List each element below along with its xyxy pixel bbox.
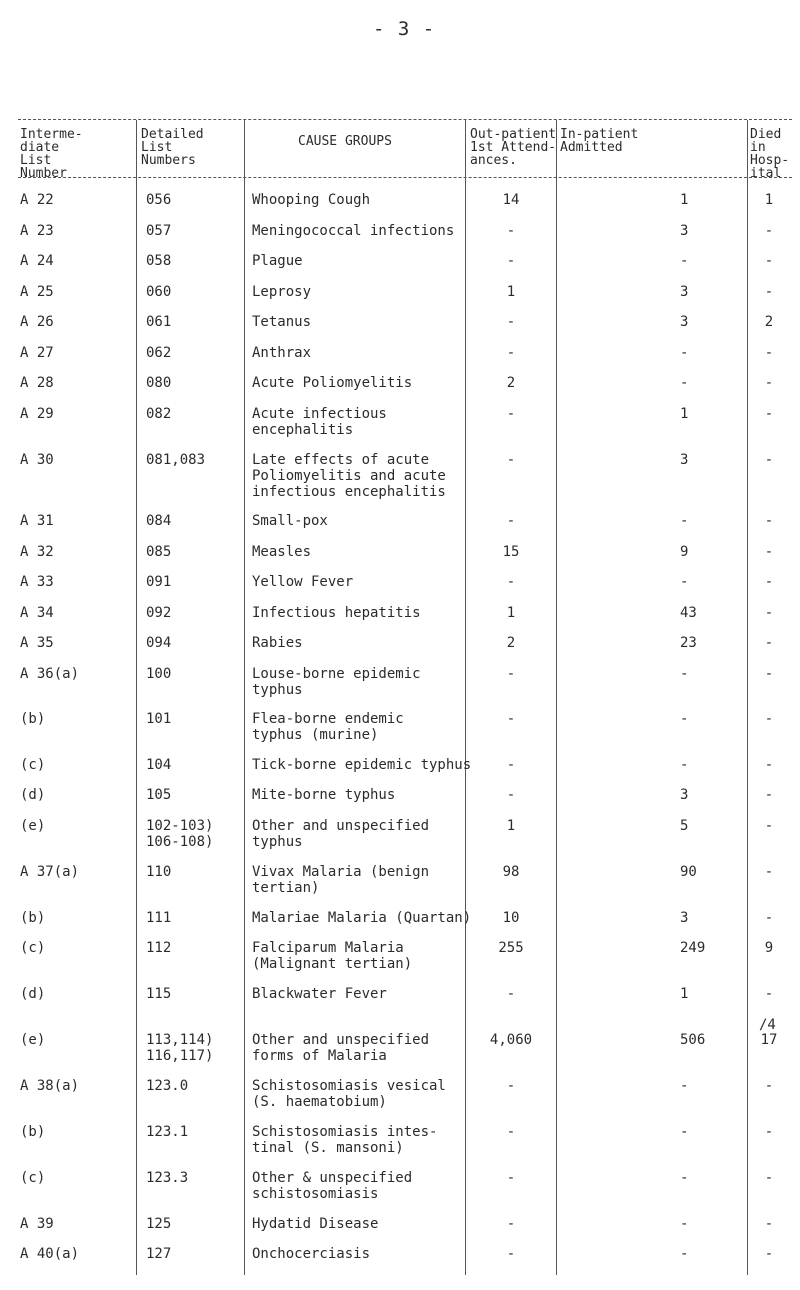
intermediate-number: A 31 xyxy=(20,513,54,529)
intermediate-number: A 34 xyxy=(20,605,54,621)
died-count: - xyxy=(764,666,774,682)
detailed-number: 123.0 xyxy=(146,1078,189,1094)
inpatient-count: - xyxy=(680,711,689,727)
died-count: - xyxy=(764,375,774,391)
header-cause-groups: CAUSE GROUPS xyxy=(298,134,392,149)
died-count: - xyxy=(764,513,774,529)
detailed-number: 105 xyxy=(146,787,172,803)
detailed-number: 125 xyxy=(146,1216,172,1232)
inpatient-count: 90 xyxy=(680,864,697,880)
died-count: - xyxy=(764,1170,774,1186)
cause-group: Louse-borne epidemic typhus xyxy=(252,666,421,698)
cause-group: Other & unspecified schistosomiasis xyxy=(252,1170,413,1202)
intermediate-number: A 25 xyxy=(20,284,54,300)
died-count: - xyxy=(764,635,774,651)
cause-group: Vivax Malaria (benign tertian) xyxy=(252,864,430,896)
outpatient-count: - xyxy=(506,513,516,529)
died-count: 1 xyxy=(764,192,774,208)
cause-group: Hydatid Disease xyxy=(252,1216,379,1232)
intermediate-number: A 30 xyxy=(20,452,54,468)
inpatient-count: 1 xyxy=(680,986,689,1002)
cause-group: Plague xyxy=(252,253,303,269)
inpatient-count: 3 xyxy=(680,787,689,803)
outpatient-count: 10 xyxy=(502,910,520,926)
intermediate-number: A 29 xyxy=(20,406,54,422)
cause-group: Flea-borne endemic typhus (murine) xyxy=(252,711,404,743)
intermediate-number: A 23 xyxy=(20,223,54,239)
cause-group: Acute Poliomyelitis xyxy=(252,375,413,391)
detailed-number: 100 xyxy=(146,666,172,682)
died-count: - xyxy=(764,1124,774,1140)
intermediate-number: (c) xyxy=(20,757,46,773)
detailed-number: 057 xyxy=(146,223,172,239)
died-count: - xyxy=(764,253,774,269)
continuation-mark: /4 xyxy=(759,1017,776,1033)
detailed-number: 113,114) 116,117) xyxy=(146,1032,214,1064)
column-divider xyxy=(136,120,137,1275)
detailed-number: 058 xyxy=(146,253,172,269)
inpatient-count: 9 xyxy=(680,544,689,560)
intermediate-number: (b) xyxy=(20,910,46,926)
header-died-in-hospital: Died in Hosp- ital xyxy=(750,127,790,181)
cause-group: Infectious hepatitis xyxy=(252,605,421,621)
inpatient-count: - xyxy=(680,1216,689,1232)
cause-group: Schistosomiasis intes- tinal (S. mansoni) xyxy=(252,1124,438,1156)
intermediate-number: A 35 xyxy=(20,635,54,651)
died-count: 2 xyxy=(764,314,774,330)
intermediate-number: A 24 xyxy=(20,253,54,269)
outpatient-count: 15 xyxy=(502,544,520,560)
detailed-number: 056 xyxy=(146,192,172,208)
died-count: - xyxy=(764,406,774,422)
inpatient-count: 1 xyxy=(680,192,689,208)
intermediate-number: A 38(a) xyxy=(20,1078,80,1094)
inpatient-count: - xyxy=(680,574,689,590)
inpatient-count: - xyxy=(680,1170,689,1186)
header-top-rule xyxy=(18,119,792,120)
inpatient-count: 3 xyxy=(680,284,689,300)
intermediate-number: (b) xyxy=(20,1124,46,1140)
cause-group: Acute infectious encephalitis xyxy=(252,406,387,438)
cause-group: Schistosomiasis vesical (S. haematobium) xyxy=(252,1078,446,1110)
detailed-number: 127 xyxy=(146,1246,172,1262)
cause-group: Small-pox xyxy=(252,513,328,529)
cause-group: Falciparum Malaria (Malignant tertian) xyxy=(252,940,413,972)
intermediate-number: (e) xyxy=(20,1032,46,1048)
detailed-number: 102-103) 106-108) xyxy=(146,818,214,850)
intermediate-number: (c) xyxy=(20,1170,46,1186)
detailed-number: 081,083 xyxy=(146,452,206,468)
column-divider xyxy=(465,120,466,1275)
outpatient-count: - xyxy=(506,986,516,1002)
detailed-number: 115 xyxy=(146,986,172,1002)
outpatient-count: - xyxy=(506,757,516,773)
cause-group: Meningococcal infections xyxy=(252,223,455,239)
died-count: - xyxy=(764,345,774,361)
died-count: - xyxy=(764,986,774,1002)
intermediate-number: (b) xyxy=(20,711,46,727)
inpatient-count: 3 xyxy=(680,223,689,239)
died-count: - xyxy=(764,757,774,773)
cause-group: Tetanus xyxy=(252,314,312,330)
inpatient-count: 506 xyxy=(680,1032,706,1048)
died-count: - xyxy=(764,1246,774,1262)
outpatient-count: - xyxy=(506,1216,516,1232)
outpatient-count: - xyxy=(506,1246,516,1262)
intermediate-number: A 36(a) xyxy=(20,666,80,682)
detailed-number: 101 xyxy=(146,711,172,727)
cause-group: Onchocerciasis xyxy=(252,1246,371,1262)
outpatient-count: 1 xyxy=(506,605,516,621)
column-divider xyxy=(244,120,245,1275)
outpatient-count: - xyxy=(506,574,516,590)
outpatient-count: - xyxy=(506,452,516,468)
header-bottom-rule xyxy=(18,177,792,178)
outpatient-count: 4,060 xyxy=(489,1032,533,1048)
cause-group: Blackwater Fever xyxy=(252,986,387,1002)
died-count: - xyxy=(764,910,774,926)
cause-group: Rabies xyxy=(252,635,303,651)
outpatient-count: - xyxy=(506,787,516,803)
detailed-number: 061 xyxy=(146,314,172,330)
died-count: - xyxy=(764,1216,774,1232)
detailed-number: 123.3 xyxy=(146,1170,189,1186)
inpatient-count: - xyxy=(680,253,689,269)
outpatient-count: 14 xyxy=(502,192,520,208)
cause-group: Measles xyxy=(252,544,312,560)
inpatient-count: 3 xyxy=(680,314,689,330)
intermediate-number: (d) xyxy=(20,986,46,1002)
intermediate-number: A 40(a) xyxy=(20,1246,80,1262)
intermediate-number: A 33 xyxy=(20,574,54,590)
intermediate-number: A 37(a) xyxy=(20,864,80,880)
detailed-number: 091 xyxy=(146,574,172,590)
died-count: 9 xyxy=(764,940,774,956)
inpatient-count: - xyxy=(680,513,689,529)
outpatient-count: - xyxy=(506,253,516,269)
inpatient-count: - xyxy=(680,1078,689,1094)
outpatient-count: 2 xyxy=(506,375,516,391)
cause-group: Leprosy xyxy=(252,284,312,300)
outpatient-count: 2 xyxy=(506,635,516,651)
header-inpatient: In-patient Admitted xyxy=(560,127,639,155)
inpatient-count: - xyxy=(680,345,689,361)
detailed-number: 060 xyxy=(146,284,172,300)
detailed-number: 062 xyxy=(146,345,172,361)
outpatient-count: - xyxy=(506,223,516,239)
detailed-number: 104 xyxy=(146,757,172,773)
detailed-number: 112 xyxy=(146,940,172,956)
detailed-number: 123.1 xyxy=(146,1124,189,1140)
outpatient-count: - xyxy=(506,1170,516,1186)
intermediate-number: A 26 xyxy=(20,314,54,330)
header-detailed-list-numbers: Detailed List Numbers xyxy=(141,127,204,168)
inpatient-count: - xyxy=(680,757,689,773)
inpatient-count: 3 xyxy=(680,910,689,926)
header-intermediate-list-number: Interme- diate List Number xyxy=(20,127,83,181)
died-count: - xyxy=(764,223,774,239)
detailed-number: 084 xyxy=(146,513,172,529)
outpatient-count: - xyxy=(506,345,516,361)
intermediate-number: A 27 xyxy=(20,345,54,361)
died-count: - xyxy=(764,787,774,803)
outpatient-count: - xyxy=(506,1078,516,1094)
died-count: - xyxy=(764,1078,774,1094)
outpatient-count: 1 xyxy=(506,284,516,300)
outpatient-count: - xyxy=(506,406,516,422)
detailed-number: 094 xyxy=(146,635,172,651)
intermediate-number: (c) xyxy=(20,940,46,956)
cause-group: Tick-borne epidemic typhus xyxy=(252,757,472,773)
column-divider xyxy=(747,120,748,1275)
cause-group: Late effects of acute Poliomyelitis and acute infectious encephalitis xyxy=(252,452,446,500)
cause-group: Anthrax xyxy=(252,345,312,361)
column-divider xyxy=(556,120,557,1275)
outpatient-count: - xyxy=(506,1124,516,1140)
detailed-number: 092 xyxy=(146,605,172,621)
inpatient-count: - xyxy=(680,1246,689,1262)
detailed-number: 085 xyxy=(146,544,172,560)
died-count: - xyxy=(764,711,774,727)
died-count: - xyxy=(764,544,774,560)
inpatient-count: 3 xyxy=(680,452,689,468)
died-count: - xyxy=(764,818,774,834)
inpatient-count: 249 xyxy=(680,940,706,956)
died-count: - xyxy=(764,574,774,590)
died-count: - xyxy=(764,864,774,880)
died-count: - xyxy=(764,452,774,468)
outpatient-count: 255 xyxy=(498,940,524,956)
detailed-number: 110 xyxy=(146,864,172,880)
died-count: - xyxy=(764,284,774,300)
cause-group: Whooping Cough xyxy=(252,192,371,208)
outpatient-count: - xyxy=(506,711,516,727)
died-count: 17 xyxy=(760,1032,778,1048)
died-count: - xyxy=(764,605,774,621)
detailed-number: 080 xyxy=(146,375,172,391)
intermediate-number: (d) xyxy=(20,787,46,803)
outpatient-count: - xyxy=(506,666,516,682)
header-outpatient: Out-patient 1st Attend- ances. xyxy=(470,127,557,168)
detailed-number: 082 xyxy=(146,406,172,422)
cause-group: Malariae Malaria (Quartan) xyxy=(252,910,472,926)
page-number: - 3 - xyxy=(373,18,436,40)
intermediate-number: A 39 xyxy=(20,1216,54,1232)
cause-group: Other and unspecified typhus xyxy=(252,818,430,850)
intermediate-number: A 28 xyxy=(20,375,54,391)
cause-group: Yellow Fever xyxy=(252,574,354,590)
intermediate-number: A 32 xyxy=(20,544,54,560)
intermediate-number: A 22 xyxy=(20,192,54,208)
outpatient-count: - xyxy=(506,314,516,330)
outpatient-count: 98 xyxy=(502,864,520,880)
inpatient-count: 5 xyxy=(680,818,689,834)
intermediate-number: (e) xyxy=(20,818,46,834)
inpatient-count: - xyxy=(680,375,689,391)
inpatient-count: - xyxy=(680,1124,689,1140)
outpatient-count: 1 xyxy=(506,818,516,834)
inpatient-count: 23 xyxy=(680,635,697,651)
cause-group: Mite-borne typhus xyxy=(252,787,396,803)
detailed-number: 111 xyxy=(146,910,172,926)
inpatient-count: 43 xyxy=(680,605,697,621)
inpatient-count: - xyxy=(680,666,689,682)
inpatient-count: 1 xyxy=(680,406,689,422)
cause-group: Other and unspecified forms of Malaria xyxy=(252,1032,430,1064)
